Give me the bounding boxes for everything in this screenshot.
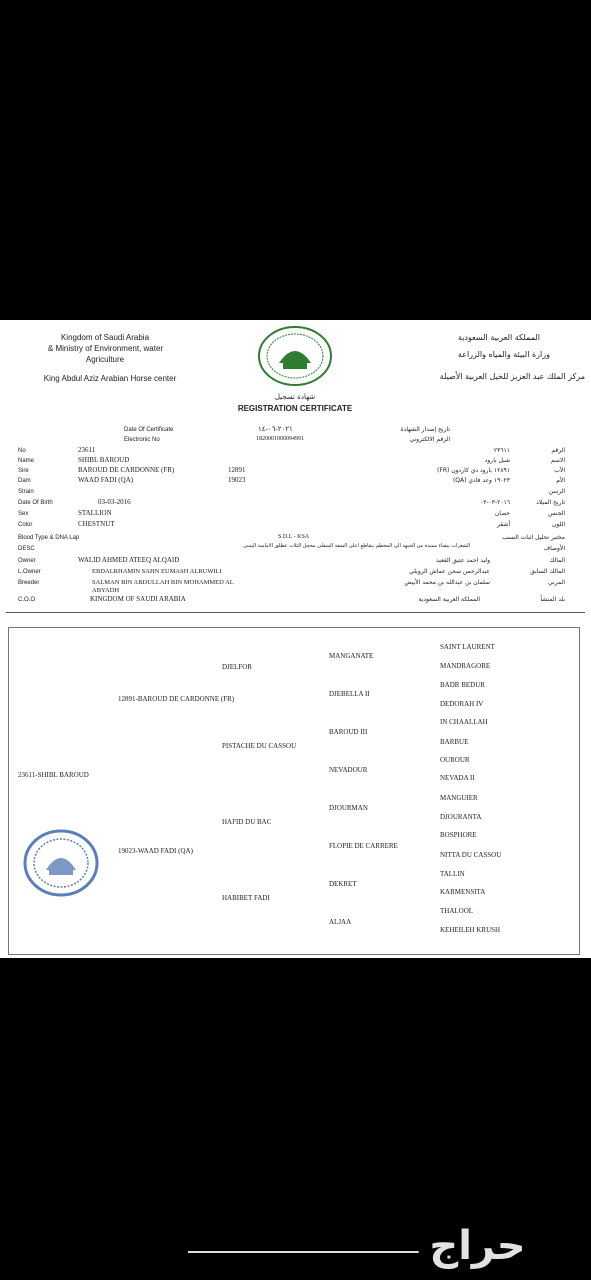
- field-value: CHESTNUT: [78, 520, 115, 528]
- field-value: WAAD FADI (QA): [78, 476, 134, 484]
- desc-label: DESC: [18, 546, 35, 552]
- field-ar-label: الأب: [554, 467, 565, 474]
- pedigree-gen4: DEDORAH IV: [440, 700, 484, 708]
- pedigree-gen4: BOSPHORE: [440, 831, 477, 839]
- header-en-line2: & Ministry of Environment, water: [47, 344, 164, 353]
- field-ar-label: الاسم: [550, 457, 565, 464]
- owner-label: L.Owner: [18, 569, 41, 575]
- header-en-line1: Kingdom of Saudi Arabia: [60, 333, 150, 342]
- field-ar-value: ١٩٠٢٣ وعد فادي (QA): [452, 477, 510, 484]
- header-en-line4: King Abdul Aziz Arabian Horse center: [43, 374, 177, 383]
- blood-value: S.D.L - KSA: [278, 534, 310, 540]
- pedigree-gen4: NITTA DU CASSOU: [440, 851, 502, 859]
- owner-ar-value: سلمان بن عبدالله بن محمد الأبيض: [404, 579, 490, 586]
- owner-ar-value: عبدالرحمن سحن عماش الرويلي: [409, 568, 490, 575]
- field-label: Sex: [18, 511, 29, 517]
- header-ar-line2: وزارة البيئة والمياه والزراعة: [457, 350, 550, 359]
- field-value: 03-03-2016: [98, 498, 131, 506]
- title-en: REGISTRATION CERTIFICATE: [237, 404, 353, 413]
- official-stamp: [22, 828, 100, 898]
- pedigree-gen2: PISTACHE DU CASSOU: [222, 742, 297, 750]
- pedigree-gen3: ALJAA: [329, 918, 352, 926]
- field-label: Name: [18, 458, 35, 464]
- owner-ar-label: المالك: [549, 557, 565, 564]
- pedigree-gen4: KARMENSITA: [440, 888, 486, 896]
- pedigree-gen3: BAROUD III: [329, 728, 368, 736]
- field-ar-value: ٢٠١٦-٠٣-٠٣: [479, 499, 510, 506]
- field-label: Date Of Birth: [18, 500, 53, 506]
- header-ar-line3: مركز الملك عبد العزيز للخيل العربية الأصيلة: [439, 372, 585, 381]
- coo-ar-label: بلد المنشأ: [540, 596, 565, 603]
- pedigree-gen4: BADR BEDUR: [440, 681, 485, 689]
- pedigree-gen4: SAINT LAURENT: [440, 643, 495, 651]
- field-label: Color: [18, 522, 33, 528]
- coo-value: KINGDOM OF SAUDI ARABIA: [90, 595, 186, 603]
- pedigree-gen2: HAFID DU BAC: [222, 818, 272, 826]
- header-ar-line1: المملكة العربية السعودية: [457, 333, 540, 342]
- pedigree-horse: 23611-SHIBL BAROUD: [18, 771, 89, 779]
- field-ar-value: أشقر: [496, 521, 510, 528]
- owner-ar-label: المربي: [548, 579, 565, 586]
- field-ar-value: حصان: [494, 510, 510, 517]
- center-logo: [257, 325, 333, 387]
- date-value: ٢٠٢١-٠٦-١٤: [258, 425, 293, 433]
- owner-value-line2: ABYADH: [92, 587, 120, 594]
- pedigree-gen3: FLOPIE DE CARRERE: [329, 842, 398, 850]
- pedigree-gen4: OUROUR: [440, 756, 470, 764]
- pedigree-gen4: NEVADA II: [440, 774, 475, 782]
- field-ar-label: الجنس: [548, 510, 565, 517]
- date-label-ar: تاريخ إصدار الشهادة: [400, 426, 450, 433]
- field-ar-label: اللون: [552, 521, 565, 528]
- field-value: STALLION: [78, 509, 112, 517]
- pedigree-gen4: MANDRAGORE: [440, 662, 491, 670]
- field-ar-value: شبل بارود: [484, 457, 510, 464]
- pedigree-gen4: TALLIN: [440, 870, 465, 878]
- owner-value: WALID AHMED ATEEQ ALQAID: [78, 556, 180, 564]
- pedigree-gen3: NEVADOUR: [329, 766, 368, 774]
- pedigree-gen4: IN CHAALLAH: [440, 718, 488, 726]
- field-num: 19023: [228, 476, 246, 484]
- pedigree-gen3: DJOURMAN: [329, 804, 368, 812]
- owner-ar-value: وليد احمد عتيق القعيد: [436, 557, 490, 564]
- owner-label: Breeder: [18, 580, 40, 586]
- field-ar-label: الرقم: [551, 447, 565, 454]
- field-label: No: [18, 448, 26, 454]
- owner-label: Owner: [18, 558, 36, 564]
- field-ar-label: الرسن: [548, 488, 565, 495]
- pedigree-gen3: MANGANATE: [329, 652, 374, 660]
- blood-label: Blood Type & DNA Lap: [18, 535, 80, 541]
- pedigree-gen2: HABIBET FADI: [222, 894, 270, 902]
- owner-value: SALMAN BIN ABDULLAH BIN MOHAMMED AL: [92, 579, 234, 586]
- field-ar-label: تاريخ الميلاد: [536, 499, 565, 506]
- pedigree-gen3: DJEBELLA II: [329, 690, 370, 698]
- pedigree-gen3: DEKRET: [329, 880, 357, 888]
- field-label: Dam: [18, 478, 31, 484]
- coo-ar-value: المملكة العربية السعودية: [418, 596, 480, 603]
- haraj-watermark-text: حراج: [429, 1223, 526, 1269]
- field-value: 23611: [78, 446, 96, 454]
- date-label: Date Of Certificate: [124, 427, 174, 433]
- owner-ar-label: المالك السابق: [530, 568, 565, 575]
- field-ar-label: الأم: [556, 477, 565, 484]
- title-ar: شهادة تسجيل: [274, 393, 316, 401]
- field-ar-value: ٢٣٦١١: [493, 447, 510, 454]
- desc-ar-label: الأوصاف: [543, 545, 565, 552]
- pedigree-gen4: DJOURANTA: [440, 813, 482, 821]
- pedigree-dam: 19023-WAAD FADI (QA): [118, 847, 193, 855]
- pedigree-gen4: BARBUE: [440, 738, 469, 746]
- pedigree-box: [8, 627, 580, 955]
- header-en-line3: Agriculture: [85, 355, 125, 364]
- pedigree-gen4: THALOOL: [440, 907, 474, 915]
- coo-label: C.O.O: [18, 597, 36, 603]
- electronic-label-ar: الرقم الالكتروني: [409, 436, 450, 443]
- desc-ar-text: الشعرات بيضاء ممتدة من الجبهة الى المخطم يتقاطع اعلى الشفة السفلى محجل الثلاث عطلق الامامية اليمنى: [243, 543, 470, 549]
- blood-ar-label: مختبر تحليل اثبات النسب: [502, 534, 565, 541]
- field-label: Sire: [18, 468, 29, 474]
- pedigree-gen4: KEHEILEH KRUSH: [440, 926, 501, 934]
- field-label: Strain: [18, 489, 34, 495]
- section-divider: [6, 612, 585, 613]
- field-value: BAROUD DE CARDONNE (FR): [78, 466, 175, 474]
- pedigree-gen4: MANGUIER: [440, 794, 478, 802]
- electronic-label: Electronic No: [124, 437, 160, 443]
- owner-value: EBDALRHAMIN SAHN EUMASH ALRUWILI: [92, 568, 222, 575]
- pedigree-sire: 12891-BAROUD DE CARDONNE (FR): [118, 695, 235, 703]
- pedigree-gen2: DJELFOR: [222, 663, 252, 671]
- electronic-value: 1820001000094991: [256, 436, 304, 442]
- field-num: 12891: [228, 466, 246, 474]
- field-value: SHIBL BAROUD: [78, 456, 130, 464]
- field-ar-value: ١٢٨٩١ بارود دي كاردون (FR): [437, 467, 510, 474]
